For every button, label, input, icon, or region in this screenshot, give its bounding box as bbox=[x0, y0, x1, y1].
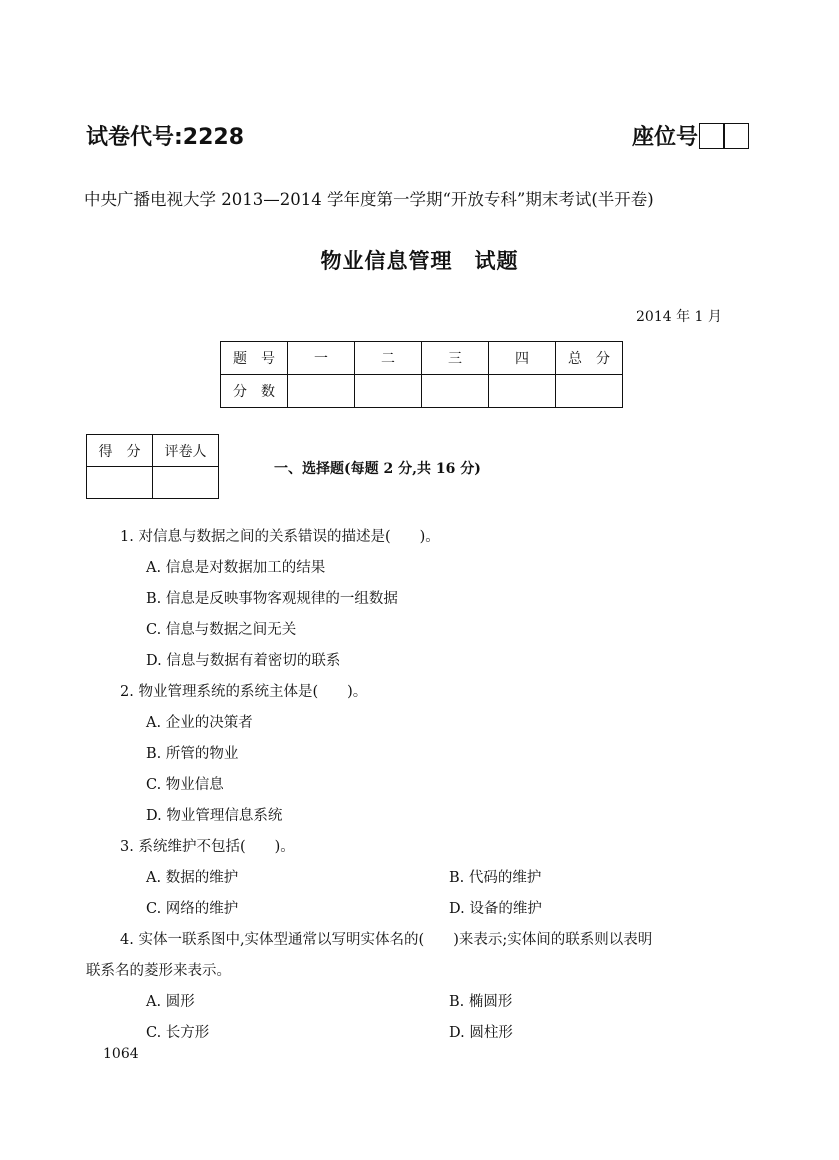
score-blank-cell[interactable] bbox=[422, 375, 489, 408]
score-header-cell: 二 bbox=[355, 342, 422, 375]
question-option: C. 网络的维护 bbox=[146, 901, 239, 917]
question-stem: 1. 对信息与数据之间的关系错误的描述是( )。 bbox=[120, 529, 440, 545]
grader-blank-cell[interactable] bbox=[87, 467, 153, 499]
score-header-cell: 题 号 bbox=[221, 342, 288, 375]
score-table-score-row bbox=[221, 375, 623, 408]
section-title: 一、选择题(每题 2 分,共 16 分) bbox=[274, 461, 481, 477]
score-blank-cell[interactable] bbox=[556, 375, 623, 408]
exam-date: 2014 年 1 月 bbox=[636, 309, 722, 325]
score-header-cell: 总 分 bbox=[556, 342, 623, 375]
question-stem: 4. 实体一联系图中,实体型通常以写明实体名的( )来表示;实体间的联系则以表明 bbox=[120, 932, 653, 948]
score-header-cell: 四 bbox=[489, 342, 556, 375]
page-number: 1064 bbox=[103, 1046, 139, 1062]
question-option: B. 代码的维护 bbox=[449, 870, 542, 886]
exam-title: 物业信息管理 试题 bbox=[320, 249, 519, 273]
question-option: B. 信息是反映事物客观规律的一组数据 bbox=[146, 591, 398, 607]
question-option: D. 圆柱形 bbox=[449, 1025, 513, 1041]
score-table bbox=[220, 341, 623, 408]
question-stem-continuation: 联系名的菱形来表示。 bbox=[86, 963, 231, 979]
seat-box bbox=[699, 123, 725, 149]
score-row-label: 分 数 bbox=[221, 375, 288, 408]
exam-code-label: 试卷代号:2228 bbox=[86, 125, 245, 150]
grader-blank-cell[interactable] bbox=[153, 467, 219, 499]
score-blank-cell[interactable] bbox=[288, 375, 355, 408]
seat-number-field bbox=[632, 120, 749, 151]
question-option: B. 所管的物业 bbox=[146, 746, 239, 762]
score-blank-cell[interactable] bbox=[355, 375, 422, 408]
seat-box bbox=[723, 123, 749, 149]
score-table-header-row bbox=[221, 342, 623, 375]
exam-header-line: 中央广播电视大学 2013—2014 学年度第一学期“开放专科”期末考试(半开卷) bbox=[84, 190, 654, 209]
seat-number-label: 座位号 bbox=[632, 125, 699, 150]
grader-header-score: 得 分 bbox=[87, 435, 153, 467]
question-option: D. 物业管理信息系统 bbox=[146, 808, 283, 824]
score-header-cell: 一 bbox=[288, 342, 355, 375]
question-option: C. 物业信息 bbox=[146, 777, 224, 793]
question-option: C. 信息与数据之间无关 bbox=[146, 622, 297, 638]
question-option: D. 设备的维护 bbox=[449, 901, 542, 917]
grader-table bbox=[86, 434, 219, 499]
question-option: C. 长方形 bbox=[146, 1025, 210, 1041]
grader-header-reviewer: 评卷人 bbox=[153, 435, 219, 467]
question-stem: 3. 系统维护不包括( )。 bbox=[120, 839, 295, 855]
question-option: B. 椭圆形 bbox=[449, 994, 513, 1010]
question-option: A. 圆形 bbox=[146, 994, 195, 1010]
question-option: A. 数据的维护 bbox=[146, 870, 239, 886]
question-stem: 2. 物业管理系统的系统主体是( )。 bbox=[120, 684, 368, 700]
score-header-cell: 三 bbox=[422, 342, 489, 375]
score-blank-cell[interactable] bbox=[489, 375, 556, 408]
question-option: A. 信息是对数据加工的结果 bbox=[146, 560, 326, 576]
question-option: D. 信息与数据有着密切的联系 bbox=[146, 653, 341, 669]
question-option: A. 企业的决策者 bbox=[146, 715, 253, 731]
